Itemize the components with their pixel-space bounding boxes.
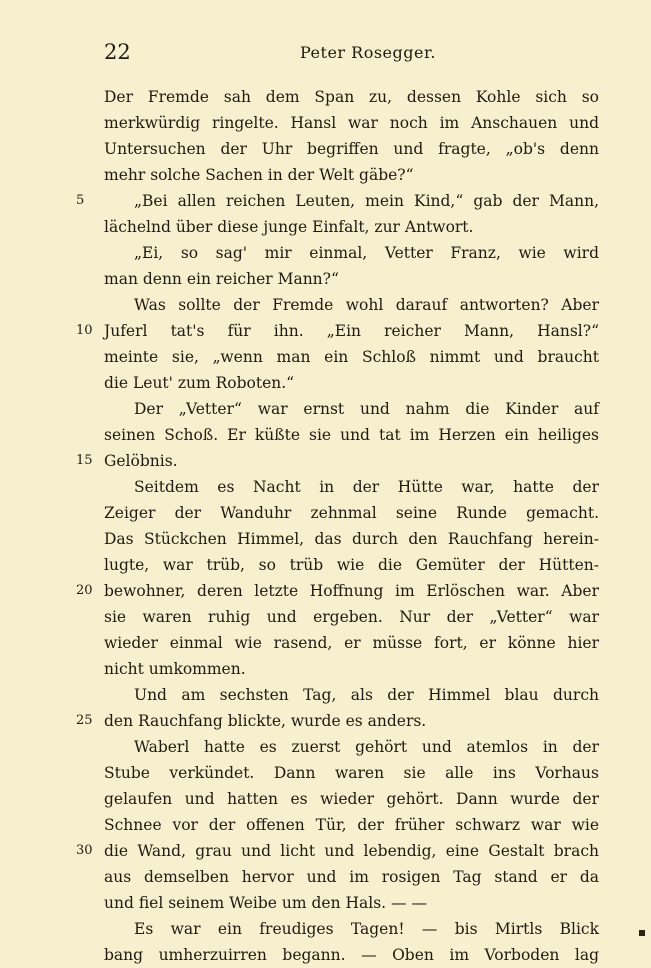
- text-line: und fiel seinem Weibe um den Hals. — —: [104, 894, 427, 912]
- text-line: Waberl hatte es zuerst gehört und atemlos in der: [134, 738, 599, 756]
- text-line: lächelnd über diese junge Einfalt, zur Antwort.: [104, 218, 474, 236]
- text-line: Es war ein freudiges Tagen! — bis Mirtls Blick: [134, 920, 599, 938]
- line-number: 5: [76, 193, 85, 208]
- text-line: bang umherzuirren begann. — Oben im Vorboden lag: [104, 946, 599, 964]
- text-line: Gelöbnis.: [104, 452, 178, 470]
- text-line: Und am sechsten Tag, als der Himmel blau durch: [134, 686, 599, 704]
- page-header: [104, 40, 599, 70]
- text-line: man denn ein reicher Mann?“: [104, 270, 339, 288]
- text-line: Juferl tat's für ihn. „Ein reicher Mann, Hansl?“: [104, 322, 599, 340]
- text-line: Zeiger der Wanduhr zehnmal seine Runde gemacht.: [104, 504, 599, 522]
- running-title: Peter Rosegger.: [300, 43, 436, 62]
- text-line: Schnee vor der offenen Tür, der früher schwarz war wie: [104, 816, 599, 834]
- text-line: mehr solche Sachen in der Welt gäbe?“: [104, 166, 414, 184]
- text-line: seinen Schoß. Er küßte sie und tat im Herzen ein heiliges: [104, 426, 599, 444]
- text-line: die Wand, grau und licht und lebendig, eine Gestalt brach: [104, 842, 599, 860]
- text-line: bewohner, deren letzte Hoffnung im Erlöschen war. Aber: [104, 582, 599, 600]
- text-line: „Bei allen reichen Leuten, mein Kind,“ gab der Mann,: [134, 192, 599, 210]
- line-number: 20: [76, 583, 93, 598]
- text-line: meinte sie, „wenn man ein Schloß nimmt und braucht: [104, 348, 599, 366]
- line-number: 15: [76, 453, 93, 468]
- line-number: 25: [76, 713, 93, 728]
- text-line: aus demselben hervor und im rosigen Tag stand er da: [104, 868, 599, 886]
- text-line: merkwürdig ringelte. Hansl war noch im Anschauen und: [104, 114, 599, 132]
- line-number: 10: [76, 323, 93, 338]
- text-line: wieder einmal wie rasend, er müsse fort, er könne hier: [104, 634, 599, 652]
- line-number: 30: [76, 843, 93, 858]
- text-line: Was sollte der Fremde wohl darauf antworten? Aber: [134, 296, 599, 314]
- text-line: Der „Vetter“ war ernst und nahm die Kinder auf: [134, 400, 599, 418]
- text-line: Untersuchen der Uhr begriffen und fragte, „ob's denn: [104, 140, 599, 158]
- text-line: den Rauchfang blickte, wurde es anders.: [104, 712, 427, 730]
- text-line: Stube verkündet. Dann waren sie alle ins Vorhaus: [104, 764, 599, 782]
- text-line: lugte, war trüb, so trüb wie die Gemüter der Hütten-: [104, 556, 599, 574]
- text-line: „Ei, so sag' mir einmal, Vetter Franz, wie wird: [134, 244, 599, 262]
- text-line: Seitdem es Nacht in der Hütte war, hatte der: [134, 478, 599, 496]
- scan-corner-mark: [639, 930, 645, 936]
- text-line: nicht umkommen.: [104, 660, 246, 678]
- page-number: 22: [104, 40, 131, 64]
- text-line: gelaufen und hatten es wieder gehört. Dann wurde der: [104, 790, 599, 808]
- text-line: sie waren ruhig und ergeben. Nur der „Vetter“ war: [104, 608, 599, 626]
- text-line: Das Stückchen Himmel, das durch den Rauchfang herein-: [104, 530, 599, 548]
- text-line: die Leut' zum Roboten.“: [104, 374, 295, 392]
- text-line: Der Fremde sah dem Span zu, dessen Kohle sich so: [104, 88, 599, 106]
